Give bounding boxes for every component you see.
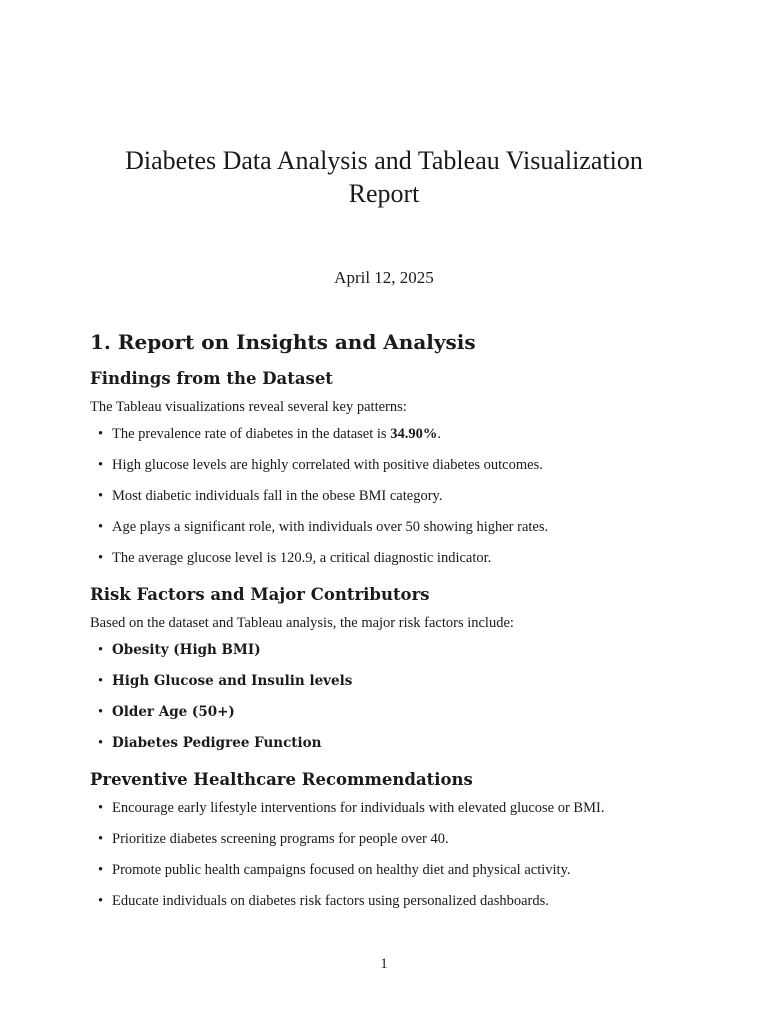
- list-item: [98, 734, 690, 753]
- list-item-text: Older Age (50+): [112, 704, 235, 720]
- bullet-icon: •: [98, 704, 104, 720]
- risk-factors-intro: Based on the dataset and Tableau analysis, the major risk factors include:: [90, 615, 514, 631]
- list-item: [98, 703, 690, 722]
- list-item-text: Promote public health campaigns focused on healthy diet and physical activity.: [112, 862, 571, 878]
- list-item: [98, 861, 690, 880]
- list-item: [98, 456, 690, 475]
- list-item-text: High Glucose and Insulin levels: [112, 673, 353, 689]
- list-item-text: High glucose levels are highly correlated with positive diabetes outcomes.: [112, 457, 543, 473]
- section-heading: 1. Report on Insights and Analysis: [90, 330, 476, 354]
- findings-list: [90, 425, 690, 568]
- risk-factors-heading: Risk Factors and Major Contributors: [90, 585, 430, 604]
- list-item-text: The prevalence rate of diabetes in the dataset is: [112, 426, 391, 442]
- document-body: [90, 328, 690, 923]
- list-item-text: Educate individuals on diabetes risk factors using personalized dashboards.: [112, 893, 549, 909]
- list-item-suffix: .: [437, 426, 441, 442]
- prevalence-value: 34.90%: [390, 426, 438, 442]
- list-item: [98, 799, 690, 818]
- document-date: April 12, 2025: [334, 268, 434, 287]
- list-item: [98, 641, 690, 660]
- list-item-text: Encourage early lifestyle interventions for individuals with elevated glucose or BMI.: [112, 800, 605, 816]
- list-item-text: Age plays a significant role, with individuals over 50 showing higher rates.: [112, 519, 549, 535]
- list-item: [98, 892, 690, 911]
- bullet-icon: •: [98, 735, 104, 751]
- document-title: Diabetes Data Analysis and Tableau Visualization Report: [125, 146, 643, 208]
- bullet-icon: •: [98, 642, 104, 658]
- page-number: 1: [380, 956, 388, 972]
- list-item: [98, 487, 690, 506]
- bullet-icon: •: [98, 800, 104, 816]
- list-item: [98, 549, 690, 568]
- findings-intro: The Tableau visualizations reveal several key patterns:: [90, 399, 407, 415]
- list-item-text: The average glucose level is 120.9, a critical diagnostic indicator.: [112, 550, 492, 566]
- list-item-text: Prioritize diabetes screening programs for people over 40.: [112, 831, 449, 847]
- recommendations-list: [90, 799, 690, 911]
- bullet-icon: •: [98, 831, 104, 847]
- bullet-icon: •: [98, 862, 104, 878]
- list-item: [98, 672, 690, 691]
- list-item: [98, 518, 690, 537]
- list-item-text: Most diabetic individuals fall in the obese BMI category.: [112, 488, 443, 504]
- bullet-icon: •: [98, 893, 104, 909]
- bullet-icon: •: [98, 426, 104, 442]
- recommendations-heading: Preventive Healthcare Recommendations: [90, 770, 473, 789]
- list-item: [98, 425, 690, 444]
- bullet-icon: •: [98, 673, 104, 689]
- risk-factors-list: [90, 641, 690, 753]
- findings-heading: Findings from the Dataset: [90, 369, 333, 388]
- bullet-icon: •: [98, 550, 104, 566]
- bullet-icon: •: [98, 457, 104, 473]
- bullet-icon: •: [98, 488, 104, 504]
- bullet-icon: •: [98, 519, 104, 535]
- list-item-text: Diabetes Pedigree Function: [112, 735, 322, 751]
- list-item-text: Obesity (High BMI): [112, 642, 261, 658]
- list-item: [98, 830, 690, 849]
